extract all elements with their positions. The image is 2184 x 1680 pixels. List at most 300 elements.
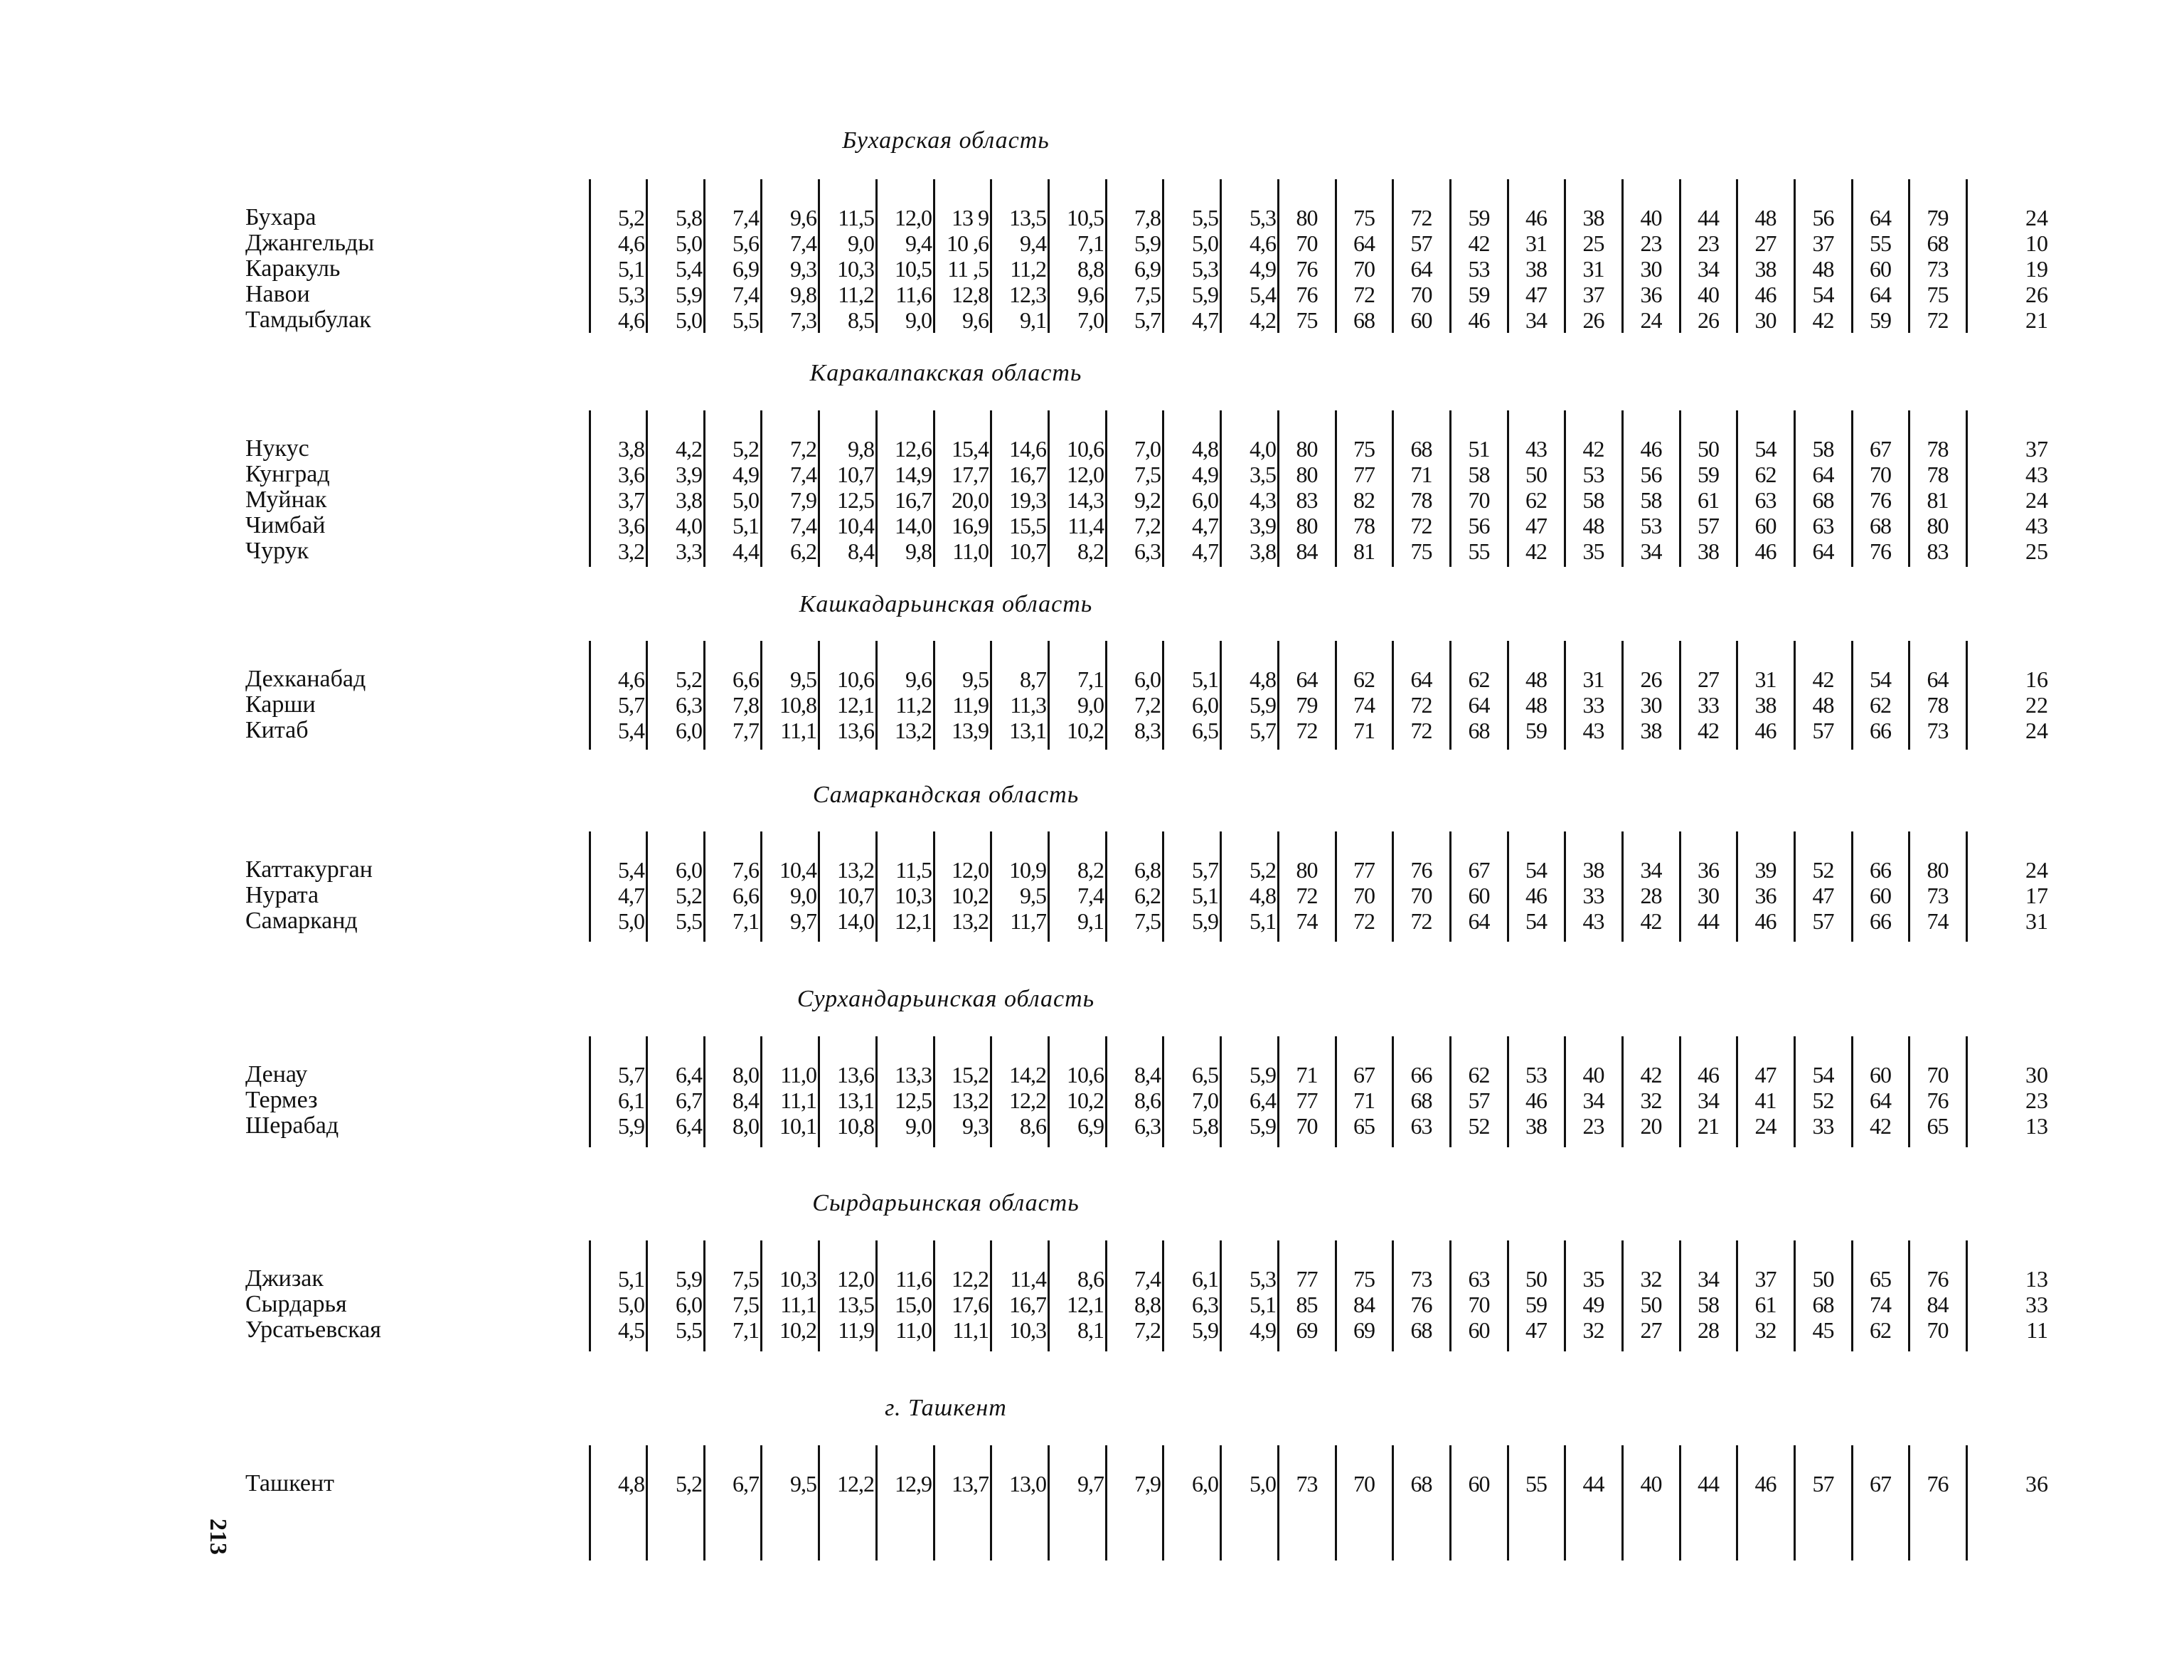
- table-cell: 75: [1410, 538, 1432, 564]
- table-cell: 68: [1353, 307, 1375, 333]
- table-row: [0, 538, 2184, 564]
- column-rule: [1335, 1445, 1337, 1561]
- table-row: [0, 692, 2184, 718]
- table-cell: 9,8: [905, 538, 932, 564]
- table-cell: 54: [1525, 857, 1547, 883]
- table-cell: 3,6: [618, 462, 644, 487]
- table-cell: 6,7: [676, 1088, 702, 1113]
- table-cell: 73: [1927, 883, 1949, 908]
- table-row: [0, 1088, 2184, 1113]
- table-cell: 78: [1353, 513, 1375, 538]
- table-cell: 47: [1525, 1317, 1547, 1343]
- table-cell: 11,9: [838, 1317, 874, 1343]
- table-row: [0, 666, 2184, 692]
- table-cell: 14,0: [895, 513, 932, 538]
- table-cell: 82: [1353, 487, 1375, 513]
- table-cell: 12,1: [1067, 1292, 1104, 1317]
- last-value: 13: [2025, 1266, 2048, 1292]
- table-cell: 15,0: [895, 1292, 932, 1317]
- table-cell: 71: [1353, 1088, 1375, 1113]
- column-rule: [1736, 1445, 1738, 1561]
- table-cell: 59: [1525, 1292, 1547, 1317]
- table-cell: 53: [1640, 513, 1662, 538]
- table-cell: 11,4: [1010, 1266, 1046, 1292]
- table-cell: 55: [1525, 1471, 1547, 1496]
- table-row: [0, 282, 2184, 307]
- last-value: 36: [2025, 1471, 2048, 1496]
- table-cell: 5,2: [676, 1471, 702, 1496]
- table-cell: 48: [1582, 513, 1604, 538]
- table-cell: 78: [1410, 487, 1432, 513]
- station-name: Шерабад: [245, 1112, 339, 1139]
- table-cell: 46: [1468, 307, 1490, 333]
- table-cell: 11,3: [1010, 692, 1046, 718]
- table-cell: 40: [1640, 1471, 1662, 1496]
- table-cell: 5,5: [676, 1317, 702, 1343]
- table-cell: 5,7: [618, 692, 644, 718]
- table-cell: 63: [1812, 513, 1834, 538]
- table-row: [0, 205, 2184, 230]
- station-name: Джизак: [245, 1265, 324, 1292]
- table-row: [0, 718, 2184, 743]
- table-cell: 75: [1296, 307, 1318, 333]
- column-rule: [760, 1445, 762, 1561]
- table-cell: 75: [1353, 1266, 1375, 1292]
- table-cell: 70: [1410, 883, 1432, 908]
- table-cell: 71: [1296, 1062, 1318, 1088]
- table-cell: 4,7: [1192, 513, 1218, 538]
- table-cell: 70: [1353, 256, 1375, 282]
- table-cell: 3,7: [618, 487, 644, 513]
- table-cell: 7,9: [1134, 1471, 1161, 1496]
- table-cell: 69: [1296, 1317, 1318, 1343]
- table-cell: 60: [1468, 1471, 1490, 1496]
- column-rule: [646, 1445, 648, 1561]
- table-cell: 59: [1870, 307, 1891, 333]
- table-cell: 10,4: [779, 857, 816, 883]
- region-title: Бухарская область: [842, 127, 1050, 154]
- table-cell: 5,9: [1192, 908, 1218, 934]
- column-rule: [1564, 1445, 1566, 1561]
- table-cell: 15,5: [1009, 513, 1046, 538]
- station-name: Джангельды: [245, 230, 375, 256]
- table-cell: 34: [1698, 1266, 1719, 1292]
- table-cell: 7,9: [790, 487, 816, 513]
- table-cell: 27: [1640, 1317, 1662, 1343]
- table-cell: 11 ,5: [947, 256, 989, 282]
- column-rule: [990, 1445, 992, 1561]
- table-cell: 7,4: [1134, 1266, 1161, 1292]
- table-cell: 36: [1640, 282, 1662, 307]
- table-cell: 80: [1296, 857, 1318, 883]
- table-cell: 63: [1754, 487, 1777, 513]
- column-rule: [1851, 1445, 1853, 1561]
- table-cell: 46: [1754, 538, 1777, 564]
- table-cell: 73: [1410, 1266, 1432, 1292]
- table-cell: 56: [1640, 462, 1662, 487]
- station-name: Чурук: [245, 538, 309, 564]
- table-cell: 70: [1468, 1292, 1490, 1317]
- table-cell: 24: [1640, 307, 1662, 333]
- table-cell: 72: [1296, 718, 1318, 743]
- table-cell: 7,8: [1134, 205, 1161, 230]
- table-cell: 62: [1468, 666, 1490, 692]
- table-cell: 10,7: [837, 883, 874, 908]
- table-cell: 7,1: [1077, 666, 1104, 692]
- table-cell: 8,0: [733, 1062, 759, 1088]
- last-value: 16: [2025, 666, 2048, 692]
- table-cell: 7,2: [1134, 692, 1161, 718]
- table-cell: 81: [1927, 487, 1949, 513]
- table-cell: 10,4: [837, 513, 874, 538]
- table-cell: 76: [1296, 282, 1318, 307]
- table-cell: 5,9: [1192, 1317, 1218, 1343]
- last-value: 37: [2025, 436, 2048, 462]
- table-cell: 23: [1582, 1113, 1604, 1139]
- table-cell: 70: [1927, 1062, 1949, 1088]
- table-cell: 8,2: [1077, 538, 1104, 564]
- last-value: 43: [2025, 513, 2048, 538]
- table-cell: 14,2: [1009, 1062, 1046, 1088]
- table-cell: 76: [1296, 256, 1318, 282]
- table-cell: 67: [1870, 436, 1891, 462]
- table-cell: 50: [1812, 1266, 1834, 1292]
- table-cell: 16,7: [1009, 462, 1046, 487]
- table-cell: 7,2: [790, 436, 816, 462]
- last-value: 24: [2025, 857, 2048, 883]
- table-cell: 12,2: [837, 1471, 874, 1496]
- table-cell: 7,4: [790, 230, 816, 256]
- table-cell: 5,0: [618, 1292, 644, 1317]
- table-cell: 56: [1812, 205, 1834, 230]
- table-cell: 9,3: [962, 1113, 989, 1139]
- column-rule: [1507, 1445, 1509, 1561]
- table-cell: 32: [1754, 1317, 1777, 1343]
- table-cell: 5,0: [1192, 230, 1218, 256]
- table-row: [0, 857, 2184, 883]
- table-row: [0, 230, 2184, 256]
- table-cell: 65: [1870, 1266, 1891, 1292]
- table-cell: 5,8: [676, 205, 702, 230]
- table-cell: 48: [1812, 256, 1834, 282]
- table-cell: 6,4: [1250, 1088, 1276, 1113]
- table-cell: 33: [1582, 692, 1604, 718]
- table-cell: 81: [1353, 538, 1375, 564]
- table-cell: 39: [1754, 857, 1777, 883]
- table-cell: 58: [1582, 487, 1604, 513]
- table-cell: 74: [1870, 1292, 1891, 1317]
- table-cell: 5,1: [618, 1266, 644, 1292]
- table-cell: 54: [1812, 282, 1834, 307]
- table-cell: 70: [1353, 1471, 1375, 1496]
- table-cell: 9,5: [790, 1471, 816, 1496]
- table-cell: 38: [1525, 1113, 1547, 1139]
- table-cell: 62: [1353, 666, 1375, 692]
- table-cell: 34: [1525, 307, 1547, 333]
- table-cell: 6,1: [618, 1088, 644, 1113]
- table-cell: 80: [1296, 513, 1318, 538]
- table-cell: 12,3: [1009, 282, 1046, 307]
- region-title: г. Ташкент: [885, 1395, 1007, 1421]
- table-cell: 5,4: [1250, 282, 1276, 307]
- table-cell: 76: [1410, 857, 1432, 883]
- station-name: Дехканабад: [245, 666, 366, 692]
- table-cell: 3,9: [676, 462, 702, 487]
- table-cell: 41: [1754, 1088, 1777, 1113]
- table-cell: 59: [1468, 205, 1490, 230]
- table-cell: 4,2: [1250, 307, 1276, 333]
- table-cell: 6,9: [1077, 1113, 1104, 1139]
- table-cell: 30: [1640, 692, 1662, 718]
- last-value: 43: [2025, 462, 2048, 487]
- table-cell: 5,9: [1250, 1062, 1276, 1088]
- table-cell: 69: [1353, 1317, 1375, 1343]
- table-cell: 5,5: [733, 307, 759, 333]
- table-cell: 72: [1296, 883, 1318, 908]
- table-cell: 68: [1468, 718, 1490, 743]
- table-cell: 38: [1525, 256, 1547, 282]
- table-cell: 6,0: [676, 1292, 702, 1317]
- table-cell: 71: [1353, 718, 1375, 743]
- table-cell: 67: [1468, 857, 1490, 883]
- table-cell: 13 9: [952, 205, 989, 230]
- table-cell: 72: [1410, 513, 1432, 538]
- table-cell: 8,4: [848, 538, 874, 564]
- table-cell: 36: [1698, 857, 1719, 883]
- table-cell: 13,2: [895, 718, 932, 743]
- table-cell: 42: [1640, 1062, 1662, 1088]
- table-cell: 76: [1927, 1471, 1949, 1496]
- table-cell: 7,0: [1077, 307, 1104, 333]
- table-cell: 48: [1525, 692, 1547, 718]
- station-name: Навои: [245, 281, 310, 307]
- column-rule: [933, 1445, 935, 1561]
- last-value: 24: [2025, 205, 2048, 230]
- last-value: 31: [2025, 908, 2048, 934]
- table-cell: 68: [1410, 1088, 1432, 1113]
- table-cell: 6,1: [1192, 1266, 1218, 1292]
- table-cell: 28: [1640, 883, 1662, 908]
- table-cell: 34: [1582, 1088, 1604, 1113]
- table-cell: 54: [1525, 908, 1547, 934]
- table-cell: 5,9: [1250, 692, 1276, 718]
- table-cell: 13,6: [837, 718, 874, 743]
- table-cell: 42: [1640, 908, 1662, 934]
- table-cell: 15,4: [952, 436, 989, 462]
- table-cell: 37: [1754, 1266, 1777, 1292]
- last-value: 25: [2025, 538, 2048, 564]
- table-cell: 62: [1870, 1317, 1891, 1343]
- table-cell: 4,8: [1250, 666, 1276, 692]
- table-cell: 54: [1812, 1062, 1834, 1088]
- table-cell: 6,0: [676, 857, 702, 883]
- table-cell: 16,9: [952, 513, 989, 538]
- table-cell: 4,7: [1192, 538, 1218, 564]
- table-cell: 6,4: [676, 1062, 702, 1088]
- table-cell: 10,7: [1009, 538, 1046, 564]
- table-cell: 77: [1296, 1088, 1318, 1113]
- table-cell: 5,7: [1134, 307, 1161, 333]
- table-cell: 7,5: [1134, 908, 1161, 934]
- table-cell: 13,1: [1009, 718, 1046, 743]
- table-cell: 11,2: [838, 282, 874, 307]
- table-cell: 83: [1296, 487, 1318, 513]
- table-cell: 10,7: [837, 462, 874, 487]
- last-value: 26: [2025, 282, 2048, 307]
- table-cell: 42: [1582, 436, 1604, 462]
- table-cell: 9,5: [962, 666, 989, 692]
- table-cell: 58: [1698, 1292, 1719, 1317]
- table-cell: 31: [1754, 666, 1777, 692]
- table-cell: 11,6: [895, 1266, 932, 1292]
- table-cell: 11,0: [895, 1317, 932, 1343]
- table-cell: 5,4: [618, 857, 644, 883]
- table-cell: 68: [1870, 513, 1891, 538]
- table-cell: 72: [1410, 718, 1432, 743]
- table-cell: 7,1: [733, 1317, 759, 1343]
- table-cell: 9,0: [848, 230, 874, 256]
- table-cell: 9,2: [1134, 487, 1161, 513]
- table-cell: 10 ,6: [947, 230, 989, 256]
- table-cell: 70: [1468, 487, 1490, 513]
- table-cell: 11,0: [952, 538, 989, 564]
- table-cell: 62: [1468, 1062, 1490, 1088]
- table-cell: 23: [1640, 230, 1662, 256]
- table-cell: 6,4: [676, 1113, 702, 1139]
- table-cell: 70: [1296, 230, 1318, 256]
- table-cell: 12,2: [952, 1266, 989, 1292]
- table-cell: 76: [1927, 1088, 1949, 1113]
- table-cell: 70: [1870, 462, 1891, 487]
- table-cell: 8,0: [733, 1113, 759, 1139]
- table-cell: 84: [1353, 1292, 1375, 1317]
- station-name: Урсатьевская: [245, 1317, 381, 1343]
- table-cell: 77: [1353, 462, 1375, 487]
- table-cell: 58: [1640, 487, 1662, 513]
- table-cell: 65: [1927, 1113, 1949, 1139]
- table-cell: 5,2: [733, 436, 759, 462]
- table-cell: 66: [1410, 1062, 1432, 1088]
- table-cell: 4,6: [618, 307, 644, 333]
- table-cell: 8,6: [1020, 1113, 1046, 1139]
- table-cell: 31: [1525, 230, 1547, 256]
- station-name: Самарканд: [245, 908, 358, 934]
- table-cell: 42: [1812, 666, 1834, 692]
- table-cell: 30: [1754, 307, 1777, 333]
- table-cell: 3,2: [618, 538, 644, 564]
- station-name: Кунград: [245, 461, 330, 487]
- table-cell: 47: [1525, 513, 1547, 538]
- table-cell: 12,0: [895, 205, 932, 230]
- table-cell: 6,0: [1192, 487, 1218, 513]
- table-cell: 72: [1410, 692, 1432, 718]
- station-name: Денау: [245, 1061, 308, 1088]
- table-cell: 4,8: [1250, 883, 1276, 908]
- table-cell: 54: [1754, 436, 1777, 462]
- column-rule: [1277, 1445, 1279, 1561]
- table-cell: 5,9: [1250, 1113, 1276, 1139]
- table-cell: 46: [1754, 282, 1777, 307]
- table-cell: 5,5: [676, 908, 702, 934]
- table-cell: 31: [1582, 666, 1604, 692]
- table-cell: 52: [1812, 1088, 1834, 1113]
- table-cell: 20,0: [952, 487, 989, 513]
- table-cell: 8,7: [1020, 666, 1046, 692]
- table-cell: 5,1: [1192, 883, 1218, 908]
- table-cell: 3,8: [676, 487, 702, 513]
- table-row: [0, 1471, 2184, 1496]
- table-cell: 46: [1640, 436, 1662, 462]
- table-cell: 6,9: [1134, 256, 1161, 282]
- table-cell: 5,7: [1192, 857, 1218, 883]
- table-cell: 6,7: [733, 1471, 759, 1496]
- table-cell: 60: [1870, 256, 1891, 282]
- table-cell: 7,5: [1134, 282, 1161, 307]
- table-cell: 13,7: [952, 1471, 989, 1496]
- table-cell: 10,3: [1009, 1317, 1046, 1343]
- table-cell: 80: [1927, 857, 1949, 883]
- table-cell: 11,0: [780, 1062, 816, 1088]
- table-cell: 3,8: [618, 436, 644, 462]
- last-value: 19: [2025, 256, 2048, 282]
- table-cell: 64: [1410, 666, 1432, 692]
- table-cell: 8,6: [1134, 1088, 1161, 1113]
- table-cell: 78: [1927, 436, 1949, 462]
- table-cell: 14,3: [1067, 487, 1104, 513]
- table-cell: 4,0: [676, 513, 702, 538]
- table-cell: 11,6: [895, 282, 932, 307]
- table-cell: 61: [1754, 1292, 1777, 1317]
- table-cell: 53: [1468, 256, 1490, 282]
- table-cell: 9,0: [790, 883, 816, 908]
- table-cell: 17,6: [952, 1292, 989, 1317]
- table-cell: 12,1: [837, 692, 874, 718]
- table-cell: 46: [1698, 1062, 1719, 1088]
- column-rule: [1162, 1445, 1164, 1561]
- last-value: 17: [2025, 883, 2048, 908]
- table-cell: 4,6: [618, 666, 644, 692]
- column-rule: [1621, 1445, 1624, 1561]
- station-name: Термез: [245, 1087, 318, 1113]
- table-cell: 68: [1812, 487, 1834, 513]
- table-cell: 11,1: [780, 1088, 816, 1113]
- table-cell: 9,3: [790, 256, 816, 282]
- table-cell: 7,5: [1134, 462, 1161, 487]
- column-rule: [1449, 1445, 1451, 1561]
- table-cell: 64: [1870, 282, 1891, 307]
- table-cell: 10,2: [1067, 718, 1104, 743]
- table-cell: 4,7: [1192, 307, 1218, 333]
- table-cell: 11,1: [780, 1292, 816, 1317]
- table-cell: 5,7: [618, 1062, 644, 1088]
- table-cell: 40: [1698, 282, 1719, 307]
- table-cell: 16,7: [895, 487, 932, 513]
- table-cell: 83: [1927, 538, 1949, 564]
- table-cell: 7,5: [733, 1292, 759, 1317]
- table-cell: 4,9: [1192, 462, 1218, 487]
- table-cell: 10,8: [837, 1113, 874, 1139]
- table-cell: 21: [1698, 1113, 1719, 1139]
- table-cell: 3,3: [676, 538, 702, 564]
- table-cell: 34: [1640, 538, 1662, 564]
- table-cell: 66: [1870, 908, 1891, 934]
- table-cell: 34: [1640, 857, 1662, 883]
- table-cell: 12,8: [952, 282, 989, 307]
- column-rule: [703, 1445, 705, 1561]
- table-cell: 15,2: [952, 1062, 989, 1088]
- table-cell: 6,0: [1192, 1471, 1218, 1496]
- table-cell: 80: [1296, 205, 1318, 230]
